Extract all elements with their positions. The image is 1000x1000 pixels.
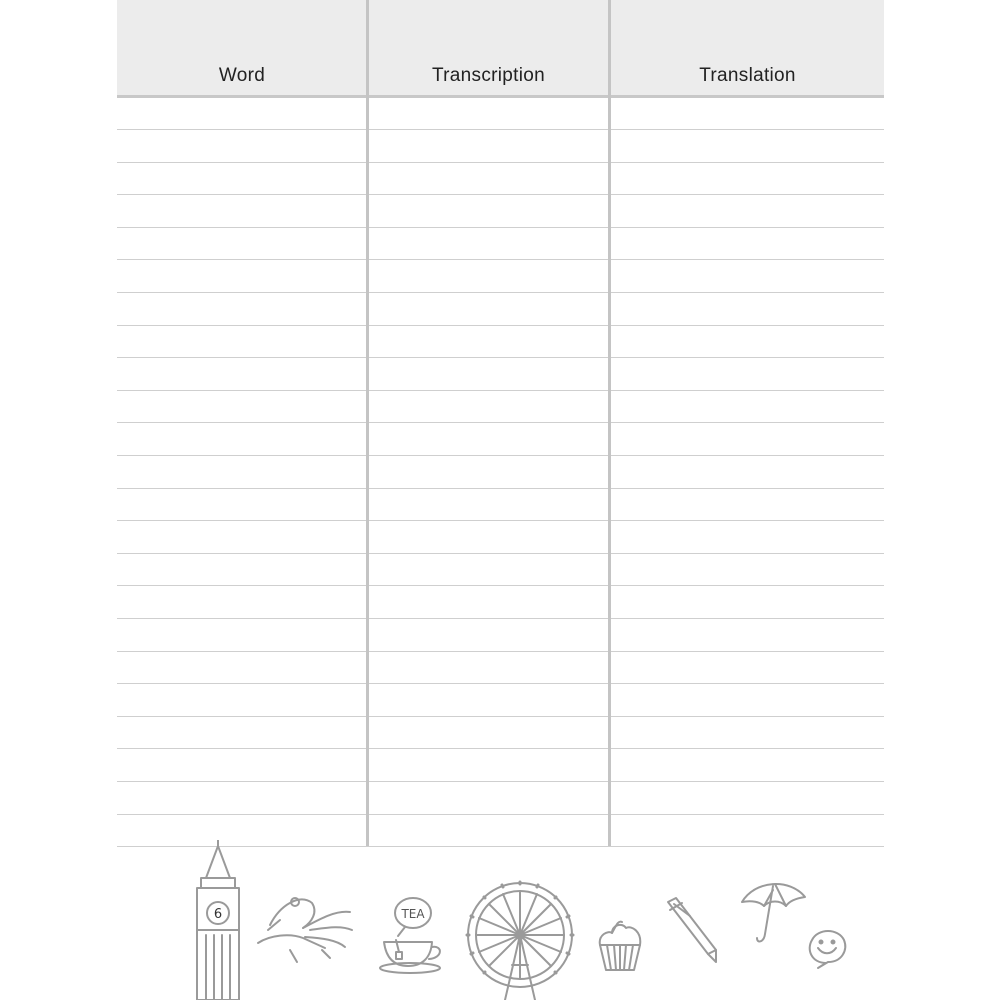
ferris-wheel-icon bbox=[467, 882, 573, 1000]
column-header-word: Word bbox=[218, 65, 266, 86]
header-rule bbox=[117, 95, 884, 98]
column-header-translation: Translation bbox=[699, 65, 796, 86]
table-row-line bbox=[117, 194, 884, 195]
column-header-transcription: Transcription bbox=[431, 65, 545, 86]
teacup-icon bbox=[380, 898, 440, 973]
column-divider bbox=[608, 0, 611, 846]
table-row-line bbox=[117, 292, 884, 293]
table-row-line bbox=[117, 716, 884, 717]
pen-icon bbox=[668, 898, 716, 962]
table-row-line bbox=[117, 585, 884, 586]
umbrella-icon bbox=[742, 884, 805, 941]
table-row-line bbox=[117, 325, 884, 326]
table-row-line bbox=[117, 781, 884, 782]
table-row-line bbox=[117, 357, 884, 358]
table-row-line bbox=[117, 259, 884, 260]
smiley-bubble-icon bbox=[810, 931, 846, 968]
column-divider bbox=[366, 0, 369, 846]
clock-digit: 6 bbox=[213, 907, 223, 922]
big-ben-icon bbox=[197, 840, 239, 1000]
london-doodles bbox=[0, 840, 1000, 1000]
table-row-line bbox=[117, 814, 884, 815]
table-row-line bbox=[117, 390, 884, 391]
table-row-line bbox=[117, 553, 884, 554]
flying-bird-icon bbox=[258, 898, 352, 962]
tea-label: TEA bbox=[401, 907, 425, 921]
table-row-line bbox=[117, 455, 884, 456]
table-row-line bbox=[117, 488, 884, 489]
table-row-line bbox=[117, 651, 884, 652]
table-row-line bbox=[117, 520, 884, 521]
table-row-line bbox=[117, 683, 884, 684]
table-row-line bbox=[117, 422, 884, 423]
table-row-line bbox=[117, 227, 884, 228]
table-row-line bbox=[117, 618, 884, 619]
table-row-line bbox=[117, 129, 884, 130]
table-row-line bbox=[117, 162, 884, 163]
cupcake-icon bbox=[600, 922, 641, 970]
table-row-line bbox=[117, 748, 884, 749]
